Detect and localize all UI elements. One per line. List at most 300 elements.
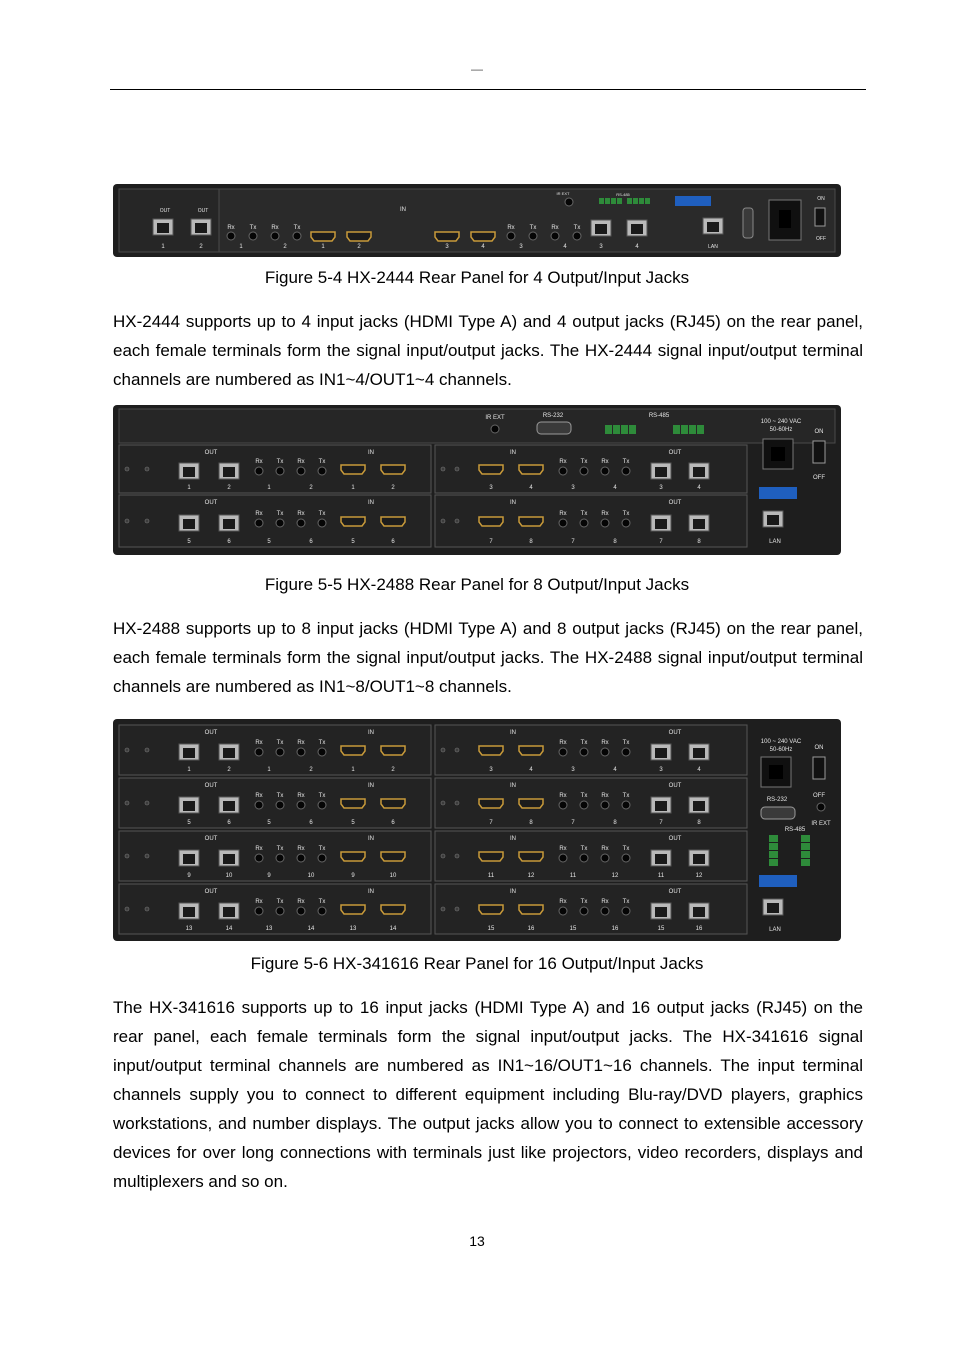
rj45-port-opening: [183, 801, 195, 811]
rj45-port-opening: [195, 223, 207, 233]
audio-jack: [297, 854, 305, 862]
port-number: 2: [357, 244, 361, 250]
off-label: OFF: [813, 475, 825, 481]
port-number: 4: [697, 767, 701, 773]
screw: [441, 854, 445, 858]
port-number: 5: [267, 539, 271, 545]
port-number: 7: [571, 539, 575, 545]
hdmi-port: [341, 799, 365, 808]
rj45-port-opening: [183, 748, 195, 758]
in-label: IN: [510, 889, 516, 895]
out-label: OUT: [668, 889, 682, 895]
audio-jack: [559, 519, 567, 527]
in-label: IN: [400, 207, 406, 213]
audio-jack: [297, 907, 305, 915]
port-number: 2: [283, 244, 287, 250]
audio-jack: [622, 748, 630, 756]
rxtx-label: Tx: [318, 846, 326, 852]
port-number: 13: [185, 926, 193, 932]
port-number: 5: [187, 820, 191, 826]
port-number: 1: [239, 244, 243, 250]
figure-hx341616-rear-panel: [113, 719, 841, 941]
port-number: 7: [659, 820, 663, 826]
rxtx-label: Rx: [255, 846, 263, 852]
out-label: OUT: [204, 730, 218, 736]
screw: [125, 854, 129, 858]
port-number: 15: [487, 926, 495, 932]
screw: [145, 748, 149, 752]
port-number: 9: [187, 873, 191, 879]
audio-jack: [318, 748, 326, 756]
rxtx-label: Rx: [559, 846, 567, 852]
out-label: OUT: [159, 208, 171, 214]
audio-jack: [580, 467, 588, 475]
screw: [145, 467, 149, 471]
hdmi-port: [519, 465, 543, 474]
hdmi-port: [479, 905, 503, 914]
hdmi-port: [341, 465, 365, 474]
audio-jack: [601, 519, 609, 527]
audio-jack: [255, 854, 263, 862]
terminal-pin: [639, 198, 644, 204]
rxtx-label: Tx: [580, 846, 588, 852]
port-number: 1: [321, 244, 325, 250]
dip-switch: [759, 875, 797, 887]
hdmi-port: [341, 517, 365, 526]
rxtx-label: Rx: [601, 899, 609, 905]
out-label: OUT: [204, 450, 218, 456]
audio-jack: [276, 519, 284, 527]
audio-jack: [318, 519, 326, 527]
port-number: 9: [267, 873, 271, 879]
screw: [441, 907, 445, 911]
terminal-pin: [689, 425, 696, 434]
rj45-port-opening: [223, 907, 235, 917]
terminal-pin: [611, 198, 616, 204]
rxtx-label: Tx: [318, 740, 326, 746]
rxtx-label: Tx: [580, 511, 588, 517]
hdmi-port: [471, 232, 495, 241]
hdmi-port: [519, 905, 543, 914]
screw: [455, 519, 459, 523]
rxtx-label: Rx: [297, 511, 305, 517]
port-number: 2: [227, 767, 231, 773]
audio-jack: [491, 425, 499, 433]
rj45-port-opening: [183, 519, 195, 529]
hdmi-port: [381, 746, 405, 755]
rxtx-label: Rx: [601, 846, 609, 852]
screw: [125, 519, 129, 523]
port-number: 14: [225, 926, 233, 932]
port-number: 10: [225, 873, 233, 879]
rs485-label: RS-485: [648, 413, 670, 419]
port-number: 3: [599, 244, 603, 250]
port-number: 8: [697, 820, 701, 826]
rxtx-label: Rx: [255, 740, 263, 746]
rj45-port-opening: [183, 467, 195, 477]
screw: [455, 854, 459, 858]
audio-jack: [559, 907, 567, 915]
audio-jack: [601, 907, 609, 915]
port-number: 16: [611, 926, 619, 932]
screw: [441, 519, 445, 523]
port-number: 6: [227, 820, 231, 826]
rs232-label: RS-232: [766, 797, 788, 803]
rxtx-label: Rx: [551, 225, 559, 231]
port-number: 1: [267, 485, 271, 491]
port-number: 4: [563, 244, 567, 250]
audio-jack: [318, 467, 326, 475]
port-number: 8: [697, 539, 701, 545]
rxtx-label: Rx: [601, 793, 609, 799]
rxtx-label: Rx: [601, 740, 609, 746]
top-strip: [119, 409, 835, 443]
hdmi-port: [341, 852, 365, 861]
audio-jack: [318, 801, 326, 809]
rxtx-label: Tx: [529, 225, 537, 231]
port-number: 4: [481, 244, 485, 250]
port-number: 3: [445, 244, 449, 250]
port-number: 15: [569, 926, 577, 932]
rxtx-label: Tx: [580, 899, 588, 905]
terminal-pin: [629, 425, 636, 434]
audio-jack: [227, 232, 235, 240]
rxtx-label: Tx: [276, 511, 284, 517]
rj45-port-opening: [183, 854, 195, 864]
rj45-port-opening: [655, 854, 667, 864]
in-label: IN: [368, 783, 374, 789]
screw: [145, 854, 149, 858]
audio-jack: [297, 467, 305, 475]
audio-jack: [276, 907, 284, 915]
audio-jack: [276, 854, 284, 862]
audio-jack: [255, 907, 263, 915]
rxtx-label: Rx: [601, 459, 609, 465]
audio-jack: [559, 467, 567, 475]
on-label: ON: [814, 429, 824, 435]
rxtx-label: Rx: [255, 899, 263, 905]
rj45-port-opening: [693, 467, 705, 477]
port-number: 10: [307, 873, 315, 879]
port-number: 14: [307, 926, 315, 932]
port-number: 12: [695, 873, 703, 879]
port-number: 15: [657, 926, 665, 932]
terminal-pin: [673, 425, 680, 434]
audio-jack: [276, 801, 284, 809]
out-label: OUT: [204, 889, 218, 895]
port-number: 2: [309, 767, 313, 773]
screw: [455, 467, 459, 471]
power-inlet-socket: [769, 765, 783, 779]
screw: [125, 748, 129, 752]
terminal-pin: [617, 198, 622, 204]
terminal-pin: [801, 835, 810, 842]
rj45-port-opening: [223, 854, 235, 864]
port-number: 8: [613, 820, 617, 826]
in-label: IN: [510, 783, 516, 789]
port-number: 4: [697, 485, 701, 491]
frequency-label: 50-60Hz: [769, 427, 793, 433]
out-label: OUT: [204, 783, 218, 789]
audio-jack: [580, 748, 588, 756]
audio-jack: [622, 519, 630, 527]
port-number: 2: [199, 244, 203, 250]
audio-jack: [622, 854, 630, 862]
port-number: 7: [489, 539, 493, 545]
hdmi-port: [381, 799, 405, 808]
out-label: OUT: [668, 783, 682, 789]
audio-jack: [817, 803, 825, 811]
rxtx-label: Rx: [507, 225, 515, 231]
rs232-port: [743, 208, 753, 238]
port-number: 2: [309, 485, 313, 491]
audio-jack: [559, 854, 567, 862]
audio-jack: [622, 801, 630, 809]
rj45-port-opening: [223, 801, 235, 811]
port-number: 2: [227, 485, 231, 491]
out-label: OUT: [668, 500, 682, 506]
off-label: OFF: [813, 793, 825, 799]
hdmi-port: [479, 746, 503, 755]
port-number: 5: [267, 820, 271, 826]
rxtx-label: Rx: [255, 459, 263, 465]
rj45-port-opening: [631, 224, 643, 234]
port-number: 4: [635, 244, 639, 250]
rj45-port-opening: [655, 907, 667, 917]
hdmi-port: [519, 746, 543, 755]
audio-jack: [580, 801, 588, 809]
audio-jack: [580, 519, 588, 527]
rxtx-label: Rx: [559, 793, 567, 799]
rxtx-label: Tx: [622, 740, 630, 746]
figure-hx2488-rear-panel: [113, 405, 841, 555]
rxtx-label: Tx: [318, 793, 326, 799]
audio-jack: [293, 232, 301, 240]
port-number: 16: [527, 926, 535, 932]
ir-ext-label: IR EXT: [811, 821, 831, 827]
rs232-label: RS-232: [542, 413, 564, 419]
audio-jack: [255, 748, 263, 756]
rj45-port-opening: [183, 907, 195, 917]
audio-jack: [622, 907, 630, 915]
port-number: 7: [659, 539, 663, 545]
port-number: 5: [351, 539, 355, 545]
hdmi-port: [519, 852, 543, 861]
power-switch: [813, 441, 825, 463]
audio-jack: [559, 801, 567, 809]
terminal-pin: [633, 198, 638, 204]
hdmi-port: [311, 232, 335, 241]
audio-jack: [573, 232, 581, 240]
rxtx-label: Tx: [276, 899, 284, 905]
on-label: ON: [817, 196, 825, 202]
audio-jack: [276, 467, 284, 475]
rxtx-label: Tx: [622, 899, 630, 905]
rs232-port: [761, 807, 795, 819]
port-number: 6: [227, 539, 231, 545]
terminal-pin: [605, 198, 610, 204]
in-label: IN: [368, 450, 374, 456]
port-number: 3: [489, 767, 493, 773]
rxtx-label: Rx: [297, 846, 305, 852]
terminal-pin: [645, 198, 650, 204]
port-number: 4: [613, 485, 617, 491]
voltage-label: 100 ~ 240 VAC: [760, 419, 802, 425]
rxtx-label: Rx: [227, 225, 235, 231]
hdmi-port: [519, 517, 543, 526]
port-number: 1: [187, 767, 191, 773]
port-number: 7: [571, 820, 575, 826]
power-inlet-socket: [779, 210, 791, 228]
port-number: 6: [391, 820, 395, 826]
terminal-pin: [605, 425, 612, 434]
screw: [441, 748, 445, 752]
terminal-pin: [697, 425, 704, 434]
rj45-port-opening: [223, 748, 235, 758]
hdmi-port: [479, 465, 503, 474]
audio-jack: [580, 854, 588, 862]
in-label: IN: [368, 500, 374, 506]
audio-jack: [601, 801, 609, 809]
port-number: 3: [571, 485, 575, 491]
hdmi-port: [381, 852, 405, 861]
rs485-label: RS-485: [784, 827, 806, 833]
port-number: 2: [391, 767, 395, 773]
in-label: IN: [510, 730, 516, 736]
rj45-port-opening: [693, 854, 705, 864]
port-number: 4: [529, 767, 533, 773]
out-label: OUT: [204, 500, 218, 506]
screw: [455, 907, 459, 911]
port-number: 6: [309, 820, 313, 826]
screw: [455, 801, 459, 805]
rj45-port-opening: [655, 467, 667, 477]
port-number: 2: [391, 485, 395, 491]
rxtx-label: Tx: [318, 511, 326, 517]
paragraph-hx341616: The HX-341616 supports up to 16 input jacks (HDMI Type A) and 16 output jacks (RJ45) on the rear panel, each female terminals form the signal input/output jacks. The HX-341616 signal input/output terminal channels are numbered as IN1~16/OUT1~16 channels. The input terminal channels supply you to connect to different equipment including Blu-ray/DVD players, graphics workstations, and number displays. The output jacks allow you to connect to extensible accessory devices for over long connections with terminals just like projectors, video recorders, displays and multiplexers and so on.: [113, 998, 863, 1191]
rxtx-label: Rx: [271, 225, 279, 231]
terminal-pin: [769, 843, 778, 850]
rxtx-label: Tx: [622, 459, 630, 465]
hdmi-port: [519, 799, 543, 808]
in-label: IN: [510, 450, 516, 456]
port-number: 8: [529, 539, 533, 545]
audio-jack: [622, 467, 630, 475]
port-number: 10: [389, 873, 397, 879]
audio-jack: [255, 519, 263, 527]
screw: [125, 801, 129, 805]
hdmi-port: [381, 905, 405, 914]
rxtx-label: Tx: [622, 793, 630, 799]
header-rule: [110, 89, 866, 90]
lan-label: LAN: [708, 244, 718, 250]
rj45-port-opening: [767, 903, 779, 913]
audio-jack: [271, 232, 279, 240]
in-label: IN: [510, 836, 516, 842]
power-switch: [813, 757, 825, 779]
lan-label: LAN: [769, 539, 781, 545]
audio-jack: [601, 854, 609, 862]
terminal-pin: [599, 198, 604, 204]
rj45-port-opening: [707, 222, 719, 232]
rxtx-label: Tx: [580, 740, 588, 746]
terminal-pin: [769, 835, 778, 842]
port-number: 3: [489, 485, 493, 491]
port-number: 8: [529, 820, 533, 826]
port-number: 11: [657, 873, 665, 879]
terminal-pin: [613, 425, 620, 434]
terminal-pin: [769, 859, 778, 866]
rxtx-label: Rx: [559, 459, 567, 465]
rxtx-label: Rx: [255, 793, 263, 799]
rxtx-label: Tx: [573, 225, 581, 231]
audio-jack: [318, 907, 326, 915]
audio-jack: [297, 519, 305, 527]
rxtx-label: Tx: [293, 225, 301, 231]
port-number: 1: [351, 767, 355, 773]
port-number: 1: [187, 485, 191, 491]
rxtx-label: Rx: [297, 740, 305, 746]
rxtx-label: Tx: [580, 459, 588, 465]
audio-jack: [318, 854, 326, 862]
terminal-pin: [681, 425, 688, 434]
screw: [145, 907, 149, 911]
hdmi-port: [381, 465, 405, 474]
out-label: OUT: [668, 450, 682, 456]
audio-jack: [276, 748, 284, 756]
out-label: OUT: [204, 836, 218, 842]
power-inlet-socket: [771, 447, 785, 461]
audio-jack: [297, 801, 305, 809]
port-number: 1: [351, 485, 355, 491]
port-number: 6: [391, 539, 395, 545]
figure-caption-5-5: Figure 5-5 HX-2488 Rear Panel for 8 Output/Input Jacks: [264, 575, 690, 594]
rs232-port: [537, 422, 571, 434]
screw: [145, 519, 149, 523]
header-mark: —: [471, 62, 483, 76]
rxtx-label: Tx: [276, 846, 284, 852]
hdmi-port: [435, 232, 459, 241]
hdmi-port: [479, 517, 503, 526]
ir-ext-label: IR EXT: [485, 415, 505, 421]
port-number: 9: [351, 873, 355, 879]
screw: [125, 467, 129, 471]
rj45-port-opening: [693, 907, 705, 917]
audio-jack: [255, 467, 263, 475]
port-number: 13: [265, 926, 273, 932]
hdmi-port: [479, 852, 503, 861]
port-number: 12: [611, 873, 619, 879]
port-number: 4: [613, 767, 617, 773]
rxtx-label: Tx: [276, 793, 284, 799]
screw: [441, 467, 445, 471]
out-label: OUT: [668, 730, 682, 736]
rxtx-label: Tx: [622, 511, 630, 517]
rxtx-label: Tx: [318, 459, 326, 465]
dip-switch: [675, 196, 711, 206]
screw: [125, 907, 129, 911]
rj45-port-opening: [595, 224, 607, 234]
rj45-port-opening: [223, 519, 235, 529]
lan-label: LAN: [769, 927, 781, 933]
audio-jack: [601, 467, 609, 475]
rj45-port-opening: [655, 519, 667, 529]
audio-jack: [529, 232, 537, 240]
rxtx-label: Tx: [318, 899, 326, 905]
rj45-port-opening: [767, 515, 779, 525]
terminal-pin: [801, 843, 810, 850]
in-label: IN: [368, 836, 374, 842]
